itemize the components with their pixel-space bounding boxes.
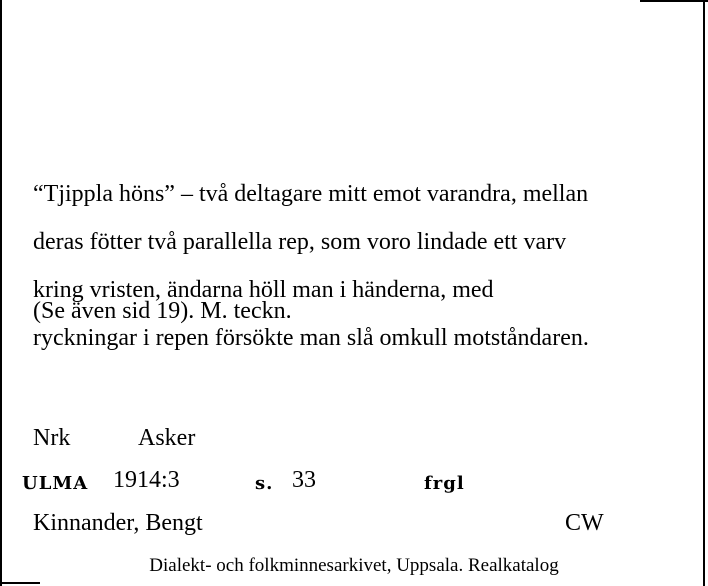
description-line: kring vristen, ändarna höll man i händerna, med [33,277,494,303]
description-line: deras fötter två parallella rep, som voro lindade ett varv [33,229,567,255]
page-number: 33 [292,467,316,493]
collector-name: Kinnander, Bengt [33,510,203,536]
place-label: Asker [138,425,196,451]
card-bottom-edge-mark [0,582,40,584]
region-label: Nrk [33,425,71,451]
page-prefix: s. [255,473,274,494]
description-text [33,158,693,374]
card-top-edge-mark [640,0,708,2]
description-line: “Tjippla höns” – två deltagare mitt emot varandra, mellan [33,181,589,207]
description-line: ryckningar i repen försökte man slå omkull motståndaren. [33,325,589,351]
category-code: frgl [424,473,465,494]
archive-label: ULMA [22,473,89,494]
card-left-edge [0,0,2,586]
archive-footer: Dialekt- och folkminnesarkivet, Uppsala. Realkatalog [149,555,559,576]
card-right-edge [703,0,705,586]
accession-number: 1914:3 [113,467,180,493]
reference-note: (Se även sid 19). M. teckn. [33,298,292,324]
recorder-initials: CW [565,510,604,536]
